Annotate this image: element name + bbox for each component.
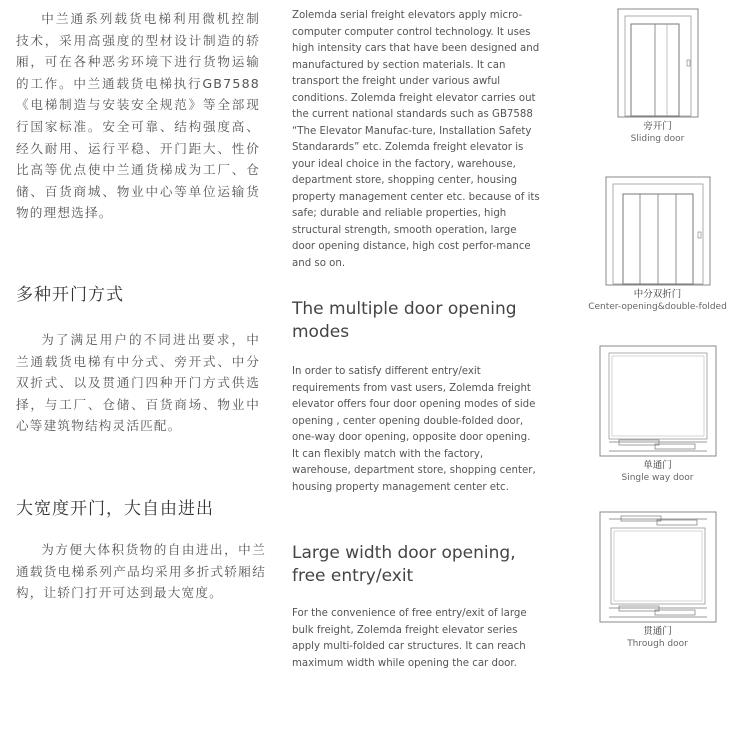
door-caption-cn: 旁开门 [643, 121, 672, 132]
cn-intro-paragraph: 中兰通系列载货电梯利用微机控制技术，采用高强度的型材设计制造的轿厢，可在各种恶劣环境下进行货物运输的工作。中兰通载货电梯执行GB7588《电梯制造与安装安全规范》等全部现行国家标准。安全可靠、结构强度高、经久耐用、运行平稳、开门距大、性价比高等优点使中兰通货梯成为工厂、仓储、百货商城、物业中心等单位运输货物的理想选择。 [16, 11, 260, 221]
sliding-door-icon [617, 8, 699, 118]
center-double-folded-door-icon [605, 176, 711, 286]
door-through [580, 511, 735, 650]
door-caption-en: Single way door [621, 473, 694, 483]
single-way-door-icon [599, 345, 717, 457]
door-sliding [580, 8, 735, 145]
door-center-double-folded [580, 176, 735, 313]
through-door-icon [599, 511, 717, 623]
door-caption-en: Through door [627, 639, 688, 649]
en-heading-door-modes: The multiple door opening modes [292, 299, 517, 342]
en-wide-door-paragraph: For the convenience of free entry/exit of large bulk freight, Zolemda freight elevator series apply multi-folded car structures. It can reach maximum width while opening the car door. [292, 608, 527, 669]
door-caption-en: Sliding door [630, 134, 685, 144]
cn-door-modes-paragraph: 为了满足用户的不同进出要求，中兰通载货电梯有中分式、旁开式、中分双折式、以及贯通门四种开门方式供选择，与工厂、仓储、百货商场、物业中心等建筑物结构灵活匹配。 [16, 332, 260, 434]
en-door-modes-paragraph: In order to satisfy different entry/exit requirements from vast users, Zolemda freight elevator offers four door opening modes of side opening , center opening double-folded door, one-way door opening, opposite door opening. It can flexibly match with the factory, warehouse, department store, shopping center, housing property management center etc. [292, 366, 536, 493]
door-caption-cn: 中分双折门 [633, 289, 682, 300]
cn-heading-wide-door: 大宽度开门，大自由进出 [16, 499, 214, 519]
door-caption-en: Center-opening&double-folded [588, 302, 727, 312]
en-intro-paragraph: Zolemda serial freight elevators apply micro-computer computer control technology. It uses high intensity cars that have been designed and manufactured by section materials. It can transport the freight under various awful conditions. Zolemda freight elevator carries out the current national standards such as GB7588 “The Elevator Manufac-ture, Installation Safety Standarards” etc. Zolemda freight elevator is your ideal choice in the factory, warehouse, department store, shopping center, housing property management center etc. because of its safe; durable and reliable properties, high structural strength, smooth operation, large door opening distance, high cost perfor-mance and so on. [292, 10, 540, 269]
cn-heading-door-modes: 多种开门方式 [16, 285, 124, 305]
cn-wide-door-paragraph: 为方便大体积货物的自由进出，中兰通载货电梯系列产品均采用多折式轿厢结构，让轿门打开可达到最大宽度。 [16, 542, 266, 601]
door-caption-cn: 单通门 [643, 460, 672, 471]
en-heading-wide-door: Large width door opening, free entry/exit [292, 543, 516, 586]
door-caption-cn: 贯通门 [643, 626, 672, 637]
door-single-way [580, 345, 735, 484]
